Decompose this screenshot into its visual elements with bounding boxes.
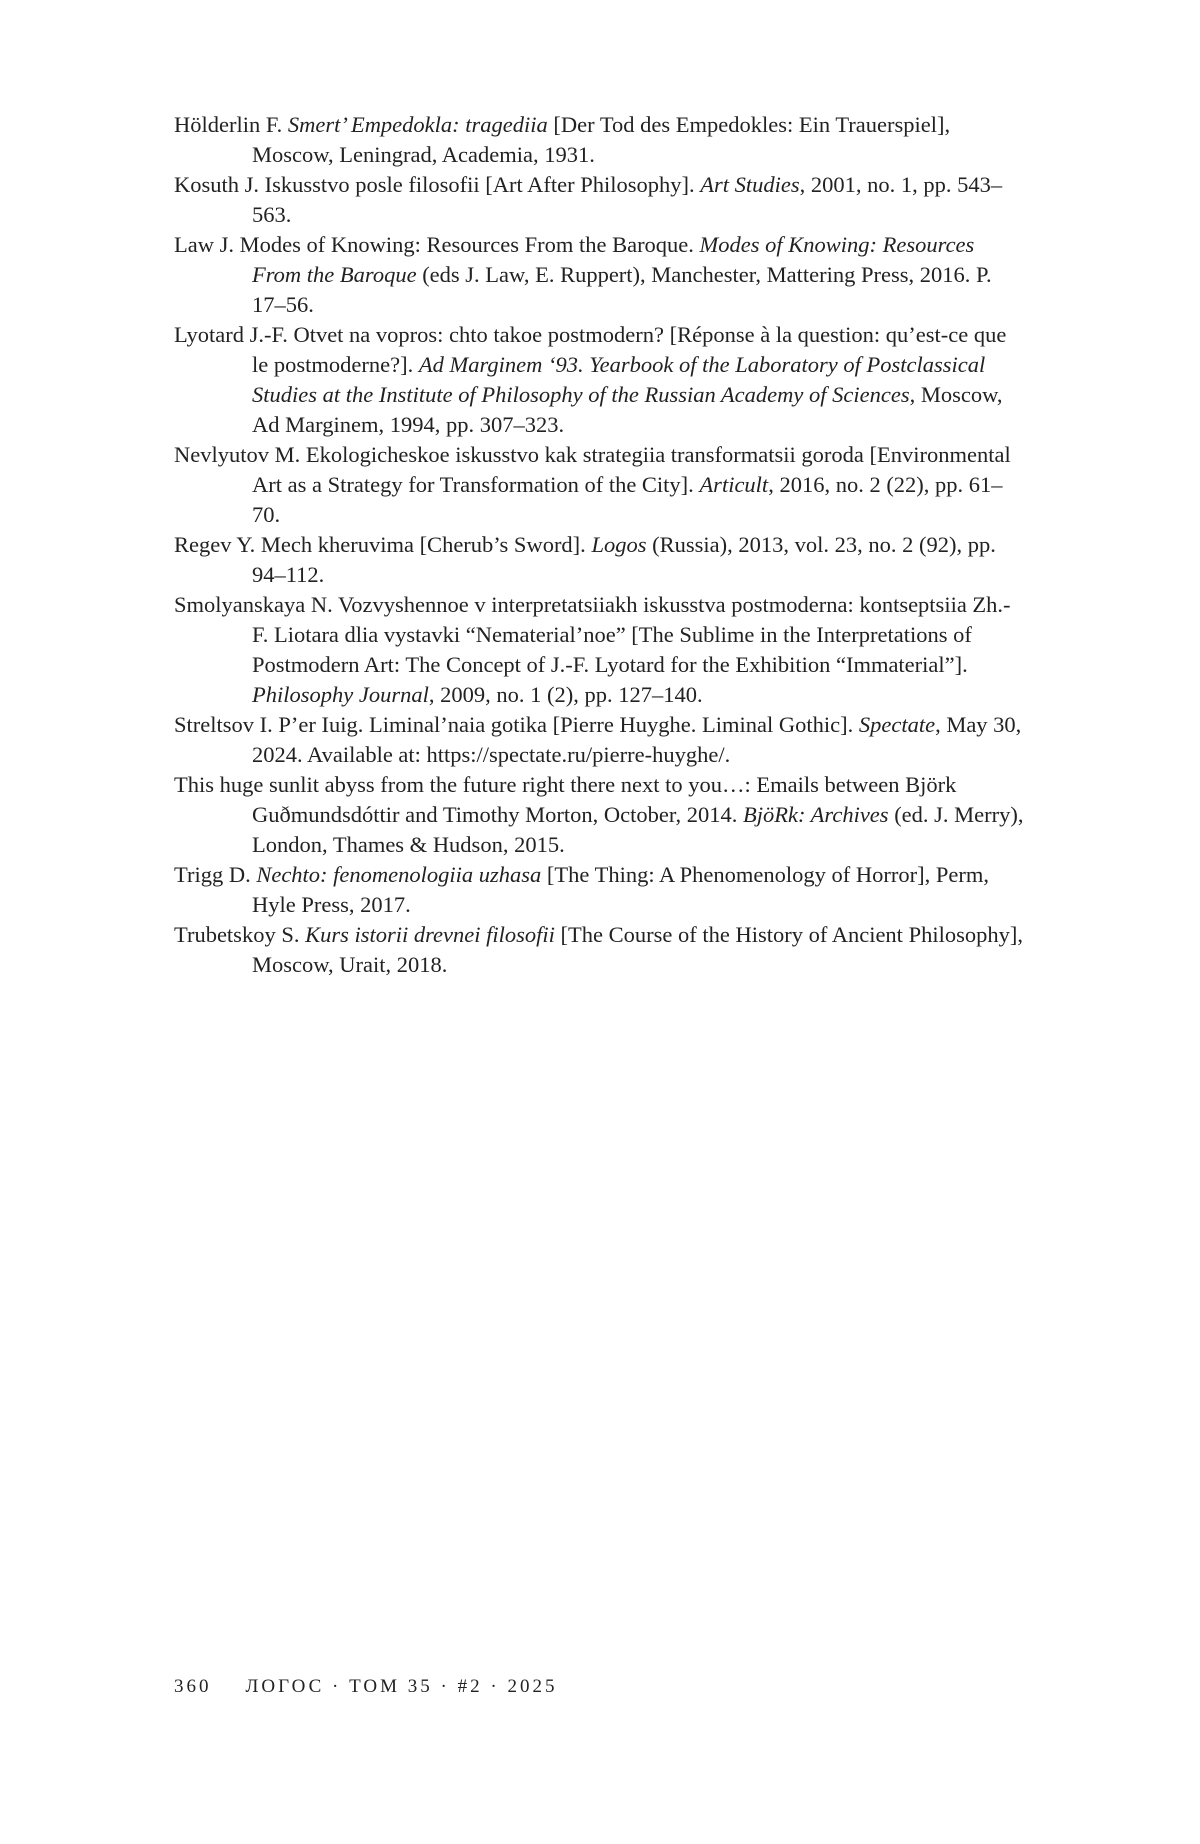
reference-entry [174, 440, 1026, 530]
reference-entry [174, 230, 1026, 320]
reference-title: Kurs istorii drevnei filosofii [305, 922, 555, 947]
reference-text: Lyotard J.-F. Otvet na vopros: chto takoe postmodern? [Réponse à la question: qu’est-ce que le postmoderne?]. [174, 322, 1007, 377]
reference-entry [174, 530, 1026, 590]
reference-entry [174, 320, 1026, 440]
reference-text: Trigg D. [174, 862, 257, 887]
reference-entry [174, 860, 1026, 920]
reference-text: (ed. J. Merry), London, Thames & Hudson, 2015. [252, 802, 1024, 857]
reference-entry [174, 170, 1026, 230]
reference-title: Articult [699, 472, 769, 497]
journal-running-footer: ЛОГОС · ТОМ 35 · #2 · 2025 [245, 1676, 558, 1697]
reference-text: , May 30, 2024. Available at: https://spectate.ru/pierre-huyghe/. [252, 712, 1022, 767]
reference-entry [174, 110, 1026, 170]
reference-text: Hölderlin F. [174, 112, 288, 137]
reference-text: Regev Y. Mech kheruvima [Cherub’s Sword]. [174, 532, 592, 557]
reference-entry [174, 770, 1026, 860]
reference-title: Philosophy Journal [252, 682, 429, 707]
reference-text: Kosuth J. Iskusstvo posle filosofii [Art After Philosophy]. [174, 172, 701, 197]
reference-text: [The Thing: A Phenomenology of Horror], Perm, Hyle Press, 2017. [252, 862, 989, 917]
reference-title: Modes of Knowing: Resources From the Baroque [252, 232, 975, 287]
reference-text: Streltsov I. P’er Iuig. Liminal’naia gotika [Pierre Huyghe. Liminal Gothic]. [174, 712, 859, 737]
reference-text: [Der Tod des Empedokles: Ein Trauerspiel], Moscow, Leningrad, Academia, 1931. [252, 112, 951, 167]
reference-title: Logos [591, 532, 647, 557]
reference-title: Spectate [858, 712, 936, 737]
reference-text: , 2016, no. 2 (22), pp. 61–70. [252, 472, 1003, 527]
page-footer [174, 1676, 557, 1698]
reference-entry [174, 710, 1026, 770]
page-number: 360 [174, 1676, 212, 1697]
reference-title: Smert’ Empedokla: tragediia [287, 112, 548, 137]
reference-text: [The Course of the History of Ancient Philosophy], Moscow, Urait, 2018. [252, 922, 1023, 977]
reference-text: (Russia), 2013, vol. 23, no. 2 (92), pp. 94–112. [252, 532, 996, 587]
reference-text: Law J. Modes of Knowing: Resources From the Baroque. [174, 232, 700, 257]
reference-text: (eds J. Law, E. Ruppert), Manchester, Mattering Press, 2016. P. 17–56. [252, 262, 992, 317]
reference-entry [174, 590, 1026, 710]
reference-title: Art Studies [700, 172, 800, 197]
reference-title: Nechto: fenomenologiia uzhasa [256, 862, 542, 887]
reference-text: , 2009, no. 1 (2), pp. 127–140. [428, 682, 703, 707]
reference-text: Trubetskoy S. [174, 922, 306, 947]
reference-title: Ad Marginem ‘93. Yearbook of the Laboratory of Postclassical Studies at the Institute of Philosophy of the Russian Academy of Sciences [252, 352, 986, 407]
reference-text: Nevlyutov M. Ekologicheskoe iskusstvo kak strategiia transformatsii goroda [Environmental Art as a Strategy for Transformation of the City]. [174, 442, 1011, 497]
reference-text: , 2001, no. 1, pp. 543–563. [252, 172, 1003, 227]
reference-title: BjöRk: Archives [742, 802, 889, 827]
reference-text: This huge sunlit abyss from the future right there next to you…: Emails between Björk Guðmundsdóttir and Timothy Morton, October, 2014. [174, 772, 957, 827]
reference-text: , Moscow, Ad Marginem, 1994, pp. 307–323. [252, 382, 1003, 437]
reference-entry [174, 920, 1026, 980]
reference-text: Smolyanskaya N. Vozvyshennoe v interpretatsiiakh iskusstva postmoderna: kontseptsiia Zh.-F. Liotara dlia vystavki “Nematerial’noe” [The Sublime in the Interpretations of Postmodern Art: The Concept of J.-F. Lyotard for the Exhibition “Immaterial”]. [174, 592, 1011, 677]
reference-list [174, 110, 1026, 980]
